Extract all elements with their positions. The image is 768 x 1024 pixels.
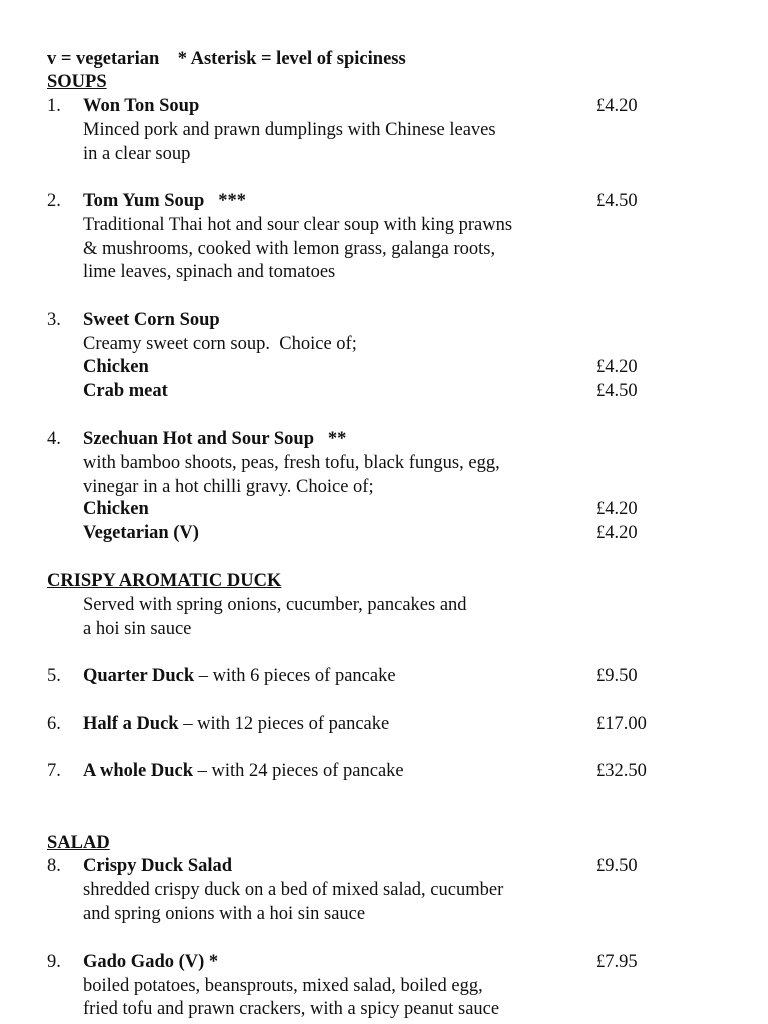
item-number: 2. <box>47 191 61 211</box>
section-description: a hoi sin sauce <box>83 619 192 639</box>
item-number: 1. <box>47 96 61 116</box>
item-detail: – with 6 pieces of pancake <box>194 666 396 686</box>
item-name: Won Ton Soup <box>83 96 200 116</box>
item-description: and spring onions with a hoi sin sauce <box>83 904 366 924</box>
item-name: Half a Duck <box>83 714 179 734</box>
item-detail: – with 24 pieces of pancake <box>193 761 404 781</box>
item-detail: – with 12 pieces of pancake <box>178 714 390 734</box>
option-price: £4.20 <box>596 523 638 543</box>
legend <box>47 48 406 70</box>
item-number: 9. <box>47 952 61 972</box>
item-description: Traditional Thai hot and sour clear soup with king prawns <box>83 215 513 235</box>
item-line <box>83 760 404 782</box>
item-price: £9.50 <box>596 856 638 876</box>
item-line <box>83 713 389 735</box>
item-price: £4.20 <box>596 96 638 116</box>
section-heading-soups: SOUPS <box>47 72 107 92</box>
option-label: Chicken <box>83 499 149 519</box>
option-price: £4.50 <box>596 381 638 401</box>
item-description: vinegar in a hot chilli gravy. Choice of; <box>83 477 374 497</box>
legend-spice: * Asterisk = level of spiciness <box>177 49 406 69</box>
item-name: Gado Gado (V) * <box>83 952 219 972</box>
item-name: Crispy Duck Salad <box>83 856 233 876</box>
item-name: Sweet Corn Soup <box>83 310 220 330</box>
item-number: 6. <box>47 714 61 734</box>
item-description: lime leaves, spinach and tomatoes <box>83 262 336 282</box>
item-name: Tom Yum Soup *** <box>83 191 246 211</box>
item-price: £32.50 <box>596 761 647 781</box>
item-name: A whole Duck <box>83 761 193 781</box>
item-name: Szechuan Hot and Sour Soup ** <box>83 429 347 449</box>
item-description: Creamy sweet corn soup. Choice of; <box>83 334 357 354</box>
item-description: boiled potatoes, beansprouts, mixed salad, boiled egg, <box>83 976 483 996</box>
item-description: shredded crispy duck on a bed of mixed salad, cucumber <box>83 880 504 900</box>
item-description: in a clear soup <box>83 144 191 164</box>
option-price: £4.20 <box>596 357 638 377</box>
item-description: Minced pork and prawn dumplings with Chinese leaves <box>83 120 496 140</box>
item-number: 3. <box>47 310 61 330</box>
item-number: 4. <box>47 429 61 449</box>
item-number: 8. <box>47 856 61 876</box>
item-description: & mushrooms, cooked with lemon grass, galanga roots, <box>83 239 496 259</box>
section-heading-duck: CRISPY AROMATIC DUCK <box>47 571 282 591</box>
option-label: Vegetarian (V) <box>83 523 199 543</box>
section-heading-salad: SALAD <box>47 833 110 853</box>
item-number: 5. <box>47 666 61 686</box>
section-description: Served with spring onions, cucumber, pancakes and <box>83 595 467 615</box>
item-name: Quarter Duck <box>83 666 195 686</box>
item-price: £17.00 <box>596 714 647 734</box>
item-price: £7.95 <box>596 952 638 972</box>
item-number: 7. <box>47 761 61 781</box>
option-label: Crab meat <box>83 381 168 401</box>
option-price: £4.20 <box>596 499 638 519</box>
item-price: £9.50 <box>596 666 638 686</box>
item-line <box>83 665 396 687</box>
item-price: £4.50 <box>596 191 638 211</box>
item-description: fried tofu and prawn crackers, with a spicy peanut sauce <box>83 999 500 1019</box>
item-description: with bamboo shoots, peas, fresh tofu, black fungus, egg, <box>83 453 500 473</box>
option-label: Chicken <box>83 357 149 377</box>
legend-vegetarian: v = vegetarian <box>47 49 160 69</box>
